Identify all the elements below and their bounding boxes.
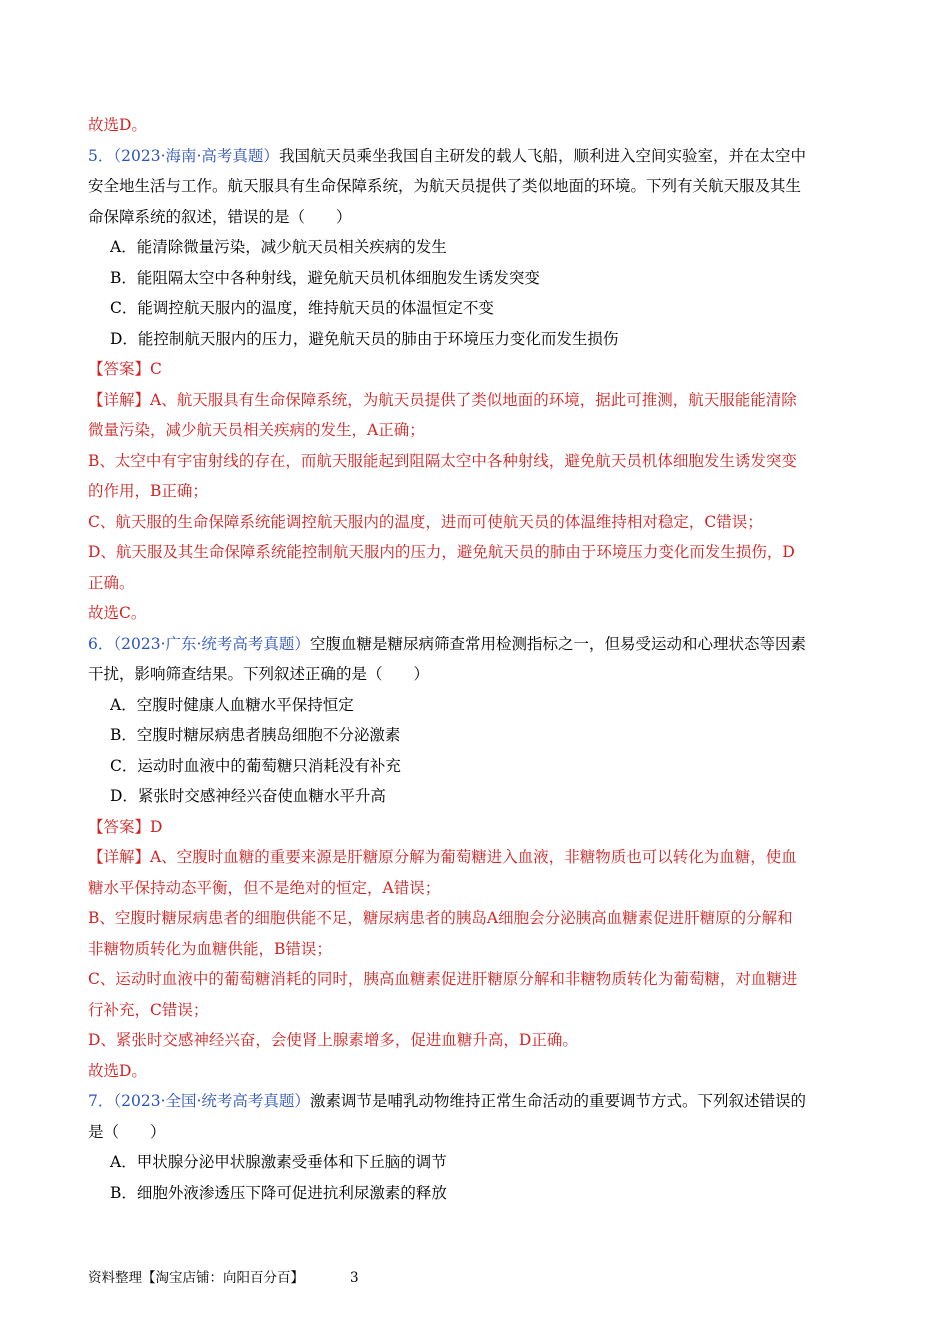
text-line — [88, 385, 868, 416]
text-segment: 糖水平保持动态平衡，但不是绝对的恒定，A错误； — [88, 878, 441, 897]
text-segment: 故选D。 — [88, 1061, 147, 1080]
option-line — [88, 690, 868, 721]
text-segment: C、运动时血液中的葡萄糖消耗的同时，胰高血糖素促进肝糖原分解和非糖物质转化为葡萄糖，对血糖进 — [88, 970, 798, 988]
text-segment: 【详解】A、航天服具有生命保障系统，为航天员提供了类似地面的环境，据此可推测，航天服能能清除 — [88, 390, 797, 409]
text-line — [88, 415, 868, 446]
page-footer — [88, 1268, 359, 1288]
text-segment: 7． — [88, 1092, 114, 1110]
text-line — [88, 537, 868, 568]
text-segment: D、紧张时交感神经兴奋，会使肾上腺素增多，促进血糖升高，D正确。 — [88, 1031, 578, 1049]
text-line — [88, 1086, 868, 1117]
text-line — [88, 995, 868, 1026]
text-segment: B、太空中有宇宙射线的存在，而航天服能起到阻隔太空中各种射线，避免航天员机体细胞发生诱发突变 — [88, 451, 797, 470]
text-line — [88, 476, 868, 507]
text-segment: （2023·全国·统考高考真题） — [113, 1092, 310, 1110]
text-segment: 故选D。 — [88, 116, 147, 134]
text-segment: 激素调节是哺乳动物维持正常生命活动的重要调节方式。下列叙述错误的 — [309, 1092, 806, 1110]
text-segment: C．能调控航天服内的温度，维持航天员的体温恒定不变 — [110, 299, 494, 317]
text-line — [88, 1117, 868, 1148]
page-number: 3 — [350, 1270, 359, 1286]
text-line — [88, 903, 868, 934]
text-line — [88, 171, 868, 202]
text-segment: 命保障系统的叙述，错误的是（ ） — [88, 207, 352, 226]
document-body — [88, 110, 868, 1208]
text-line — [88, 598, 868, 629]
option-line — [88, 781, 868, 812]
text-segment: B．细胞外液渗透压下降可促进抗利尿激素的释放 — [110, 1183, 447, 1202]
text-segment: 微量污染，减少航天员相关疾病的发生，A正确； — [88, 421, 425, 439]
option-line — [88, 324, 868, 355]
text-segment: 5． — [88, 146, 114, 165]
text-segment: 是（ ） — [88, 1122, 166, 1141]
text-segment: 空腹血糖是糖尿病筛查常用检测指标之一，但易受运动和心理状态等因素 — [309, 634, 806, 653]
text-line — [88, 568, 868, 599]
text-segment: 【详解】A、空腹时血糖的重要来源是肝糖原分解为葡萄糖进入血液，非糖物质也可以转化为血糖，使血 — [88, 848, 797, 866]
text-segment: 干扰，影响筛查结果。下列叙述正确的是（ ） — [88, 665, 430, 683]
text-line — [88, 141, 868, 172]
text-line — [88, 934, 868, 965]
text-segment: 非糖物质转化为血糖供能，B错误； — [88, 939, 332, 958]
text-line — [88, 1056, 868, 1087]
text-line — [88, 446, 868, 477]
text-line — [88, 507, 868, 538]
text-segment: B、空腹时糖尿病患者的细胞供能不足，糖尿病患者的胰岛A细胞会分泌胰高血糖素促进肝糖原的分解和 — [88, 909, 793, 927]
option-line — [88, 1178, 868, 1209]
text-segment: B．能阻隔太空中各种射线，避免航天员机体细胞发生诱发突变 — [110, 268, 540, 287]
text-segment: （2023·海南·高考真题） — [113, 146, 279, 165]
option-line — [88, 751, 868, 782]
text-segment: （2023·广东·统考高考真题） — [113, 634, 310, 653]
text-segment: 故选C。 — [88, 604, 147, 622]
text-segment: 的作用，B正确； — [88, 482, 208, 500]
text-segment: 【答案】C — [88, 360, 162, 378]
text-line — [88, 812, 868, 843]
text-line — [88, 110, 868, 141]
text-segment: A．空腹时健康人血糖水平保持恒定 — [110, 695, 354, 714]
text-segment: 安全地生活与工作。航天服具有生命保障系统，为航天员提供了类似地面的环境。下列有关航天服及其生 — [88, 177, 802, 195]
text-line — [88, 659, 868, 690]
footer-source: 资料整理【淘宝店铺：向阳百分百】 — [88, 1270, 304, 1286]
text-segment: 正确。 — [88, 573, 135, 592]
text-line — [88, 873, 868, 904]
option-line — [88, 1147, 868, 1178]
text-segment: 行补充，C错误； — [88, 1000, 209, 1019]
text-segment: 6． — [88, 634, 114, 653]
text-segment: A．能清除微量污染，减少航天员相关疾病的发生 — [110, 238, 447, 256]
option-line — [88, 232, 868, 263]
text-segment: D．能控制航天服内的压力，避免航天员的肺由于环境压力变化而发生损伤 — [110, 329, 619, 348]
option-line — [88, 263, 868, 294]
text-line — [88, 629, 868, 660]
text-line — [88, 964, 868, 995]
text-segment: D、航天服及其生命保障系统能控制航天服内的压力，避免航天员的肺由于环境压力变化而发生损伤，D — [88, 543, 795, 561]
option-line — [88, 293, 868, 324]
text-line — [88, 1025, 868, 1056]
text-segment: D．紧张时交感神经兴奋使血糖水平升高 — [110, 787, 386, 805]
text-segment: C、航天服的生命保障系统能调控航天服内的温度，进而可使航天员的体温维持相对稳定，C错误； — [88, 512, 763, 531]
text-segment: 【答案】D — [88, 817, 163, 836]
option-line — [88, 720, 868, 751]
text-line — [88, 842, 868, 873]
text-segment: C．运动时血液中的葡萄糖只消耗没有补充 — [110, 756, 401, 775]
text-line — [88, 202, 868, 233]
text-segment: B．空腹时糖尿病患者胰岛细胞不分泌激素 — [110, 726, 401, 744]
text-segment: A．甲状腺分泌甲状腺激素受垂体和下丘脑的调节 — [110, 1153, 447, 1171]
text-line — [88, 354, 868, 385]
text-segment: 我国航天员乘坐我国自主研发的载人飞船，顺利进入空间实验室，并在太空中 — [278, 146, 806, 165]
